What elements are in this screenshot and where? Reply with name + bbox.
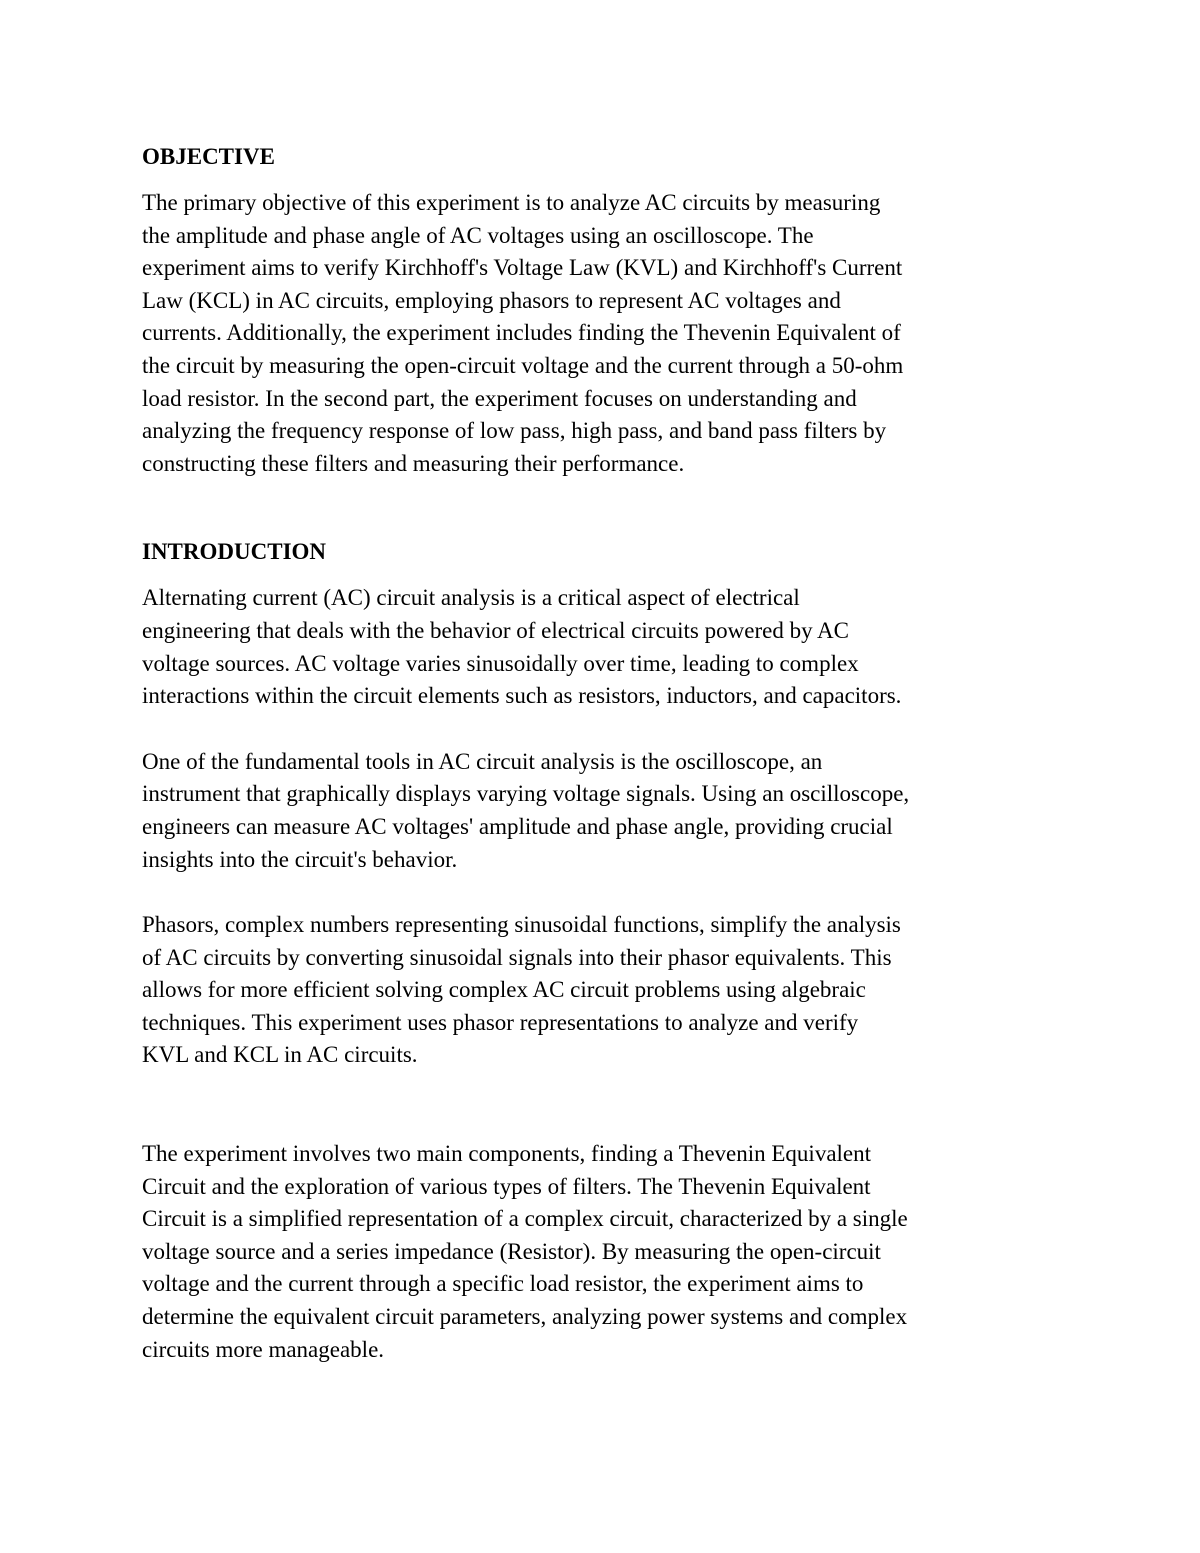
text-line: insights into the circuit's behavior. xyxy=(142,846,458,872)
text-line: load resistor. In the second part, the experiment focuses on understanding and xyxy=(142,385,857,411)
text-line: The primary objective of this experiment is to analyze AC circuits by measuring xyxy=(142,190,881,215)
text-line: the circuit by measuring the open-circuit voltage and the current through a 50-ohm xyxy=(142,352,904,378)
text-line: Alternating current (AC) circuit analysis is a critical aspect of electrical xyxy=(142,585,800,611)
text-line: instrument that graphically displays varying voltage signals. Using an oscilloscope, xyxy=(142,781,910,807)
paragraph-spacer xyxy=(142,876,1072,909)
text-line: engineers can measure AC voltages' amplitude and phase angle, providing crucial xyxy=(142,813,893,839)
text-line: Circuit and the exploration of various types of filters. The Thevenin Equivalent xyxy=(142,1173,871,1199)
text-line: Circuit is a simplified representation of a complex circuit, characterized by a single xyxy=(142,1206,908,1232)
text-line: currents. Additionally, the experiment includes finding the Thevenin Equivalent of xyxy=(142,320,901,346)
text-line: interactions within the circuit elements such as resistors, inductors, and capacitors. xyxy=(142,683,902,709)
section-spacer xyxy=(142,480,1072,536)
intro-paragraph-1 xyxy=(142,582,1072,712)
text-line: One of the fundamental tools in AC circuit analysis is the oscilloscope, an xyxy=(142,748,823,774)
text-line: Phasors, complex numbers representing sinusoidal functions, simplify the analysis xyxy=(142,912,901,938)
text-line: allows for more efficient solving complex AC circuit problems using algebraic xyxy=(142,977,866,1003)
intro-paragraph-3 xyxy=(142,909,1072,1072)
text-line: analyzing the frequency response of low pass, high pass, and band pass filters by xyxy=(142,418,887,444)
text-line: KVL and KCL in AC circuits. xyxy=(142,1042,418,1068)
text-line: experiment aims to verify Kirchhoff's Voltage Law (KVL) and Kirchhoff's Current xyxy=(142,255,903,281)
document-page xyxy=(142,141,1072,1366)
text-line: the amplitude and phase angle of AC voltages using an oscilloscope. The xyxy=(142,222,814,248)
objective-paragraph xyxy=(142,187,1072,480)
text-line: determine the equivalent circuit parameters, analyzing power systems and complex xyxy=(142,1304,908,1330)
text-line: The experiment involves two main components, finding a Thevenin Equivalent xyxy=(142,1141,872,1167)
text-line: circuits more manageable. xyxy=(142,1336,385,1362)
paragraph-spacer xyxy=(142,713,1072,746)
text-line: voltage sources. AC voltage varies sinusoidally over time, leading to complex xyxy=(142,650,859,676)
text-line: engineering that deals with the behavior of electrical circuits powered by AC xyxy=(142,617,850,643)
text-line: constructing these filters and measuring their performance. xyxy=(142,450,685,476)
objective-heading: OBJECTIVE xyxy=(142,144,275,169)
text-line: Law (KCL) in AC circuits, employing phasors to represent AC voltages and xyxy=(142,287,841,313)
text-line: of AC circuits by converting sinusoidal signals into their phasor equivalents. This xyxy=(142,944,892,970)
introduction-heading: INTRODUCTION xyxy=(142,539,327,565)
text-line: voltage source and a series impedance (Resistor). By measuring the open-circuit xyxy=(142,1238,881,1264)
text-line: voltage and the current through a specific load resistor, the experiment aims to xyxy=(142,1271,864,1297)
intro-paragraph-2 xyxy=(142,746,1072,876)
paragraph-spacer xyxy=(142,1072,1072,1138)
intro-paragraph-4 xyxy=(142,1138,1072,1366)
text-line: techniques. This experiment uses phasor representations to analyze and verify xyxy=(142,1009,859,1035)
